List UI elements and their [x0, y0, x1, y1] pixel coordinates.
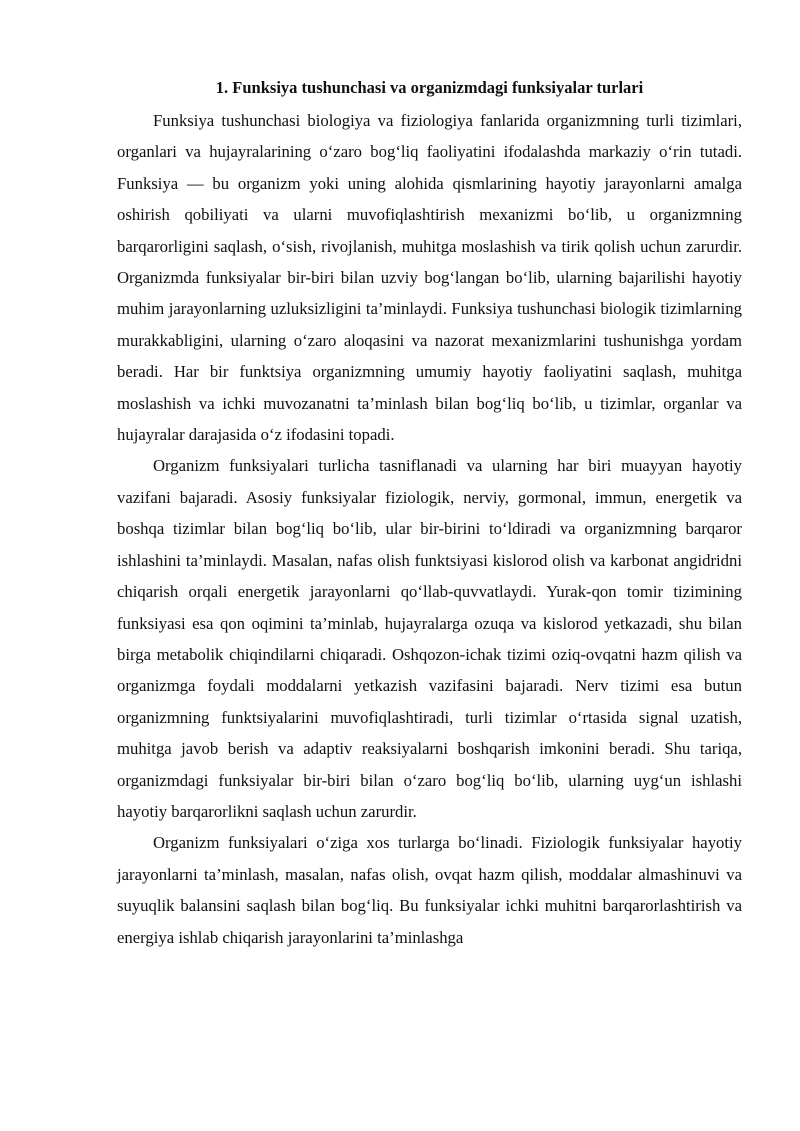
document-page [117, 74, 742, 953]
paragraph-3: Organizm funksiyalari o‘ziga xos turlarga bo‘linadi. Fiziologik funksiyalar hayotiy jarayonlarni ta’minlash, masalan, nafas olish, ovqat hazm qilish, moddalar almashinuvi va suyuqlik balansini saqlash bilan bog‘liq. Bu funksiyalar ichki muhitni barqarorlashtirish va energiya ishlab chiqarish jarayonlarini ta’minlashga [117, 833, 742, 947]
paragraph-2: Organizm funksiyalari turlicha tasniflanadi va ularning har biri muayyan hayotiy vazifani bajaradi. Asosiy funksiyalar fiziologik, nerviy, gormonal, immun, energetik va boshqa tizimlar bilan bog‘liq bo‘lib, ular bir-birini to‘ldiradi va organizmning barqaror ishlashini ta’minlaydi. Masalan, nafas olish funktsiyasi kislorod olish va karbonat angidridni chiqarish orqali energetik jarayonlarni qo‘llab-quvvatlaydi. Yurak-qon tomir tizimining funksiyasi esa qon oqimini ta’minlab, hujayralarga ozuqa va kislorod yetkazadi, shu bilan birga metabolik chiqindilarni chiqaradi. Oshqozon-ichak tizimi oziq-ovqatni hazm qilish va organizmga foydali moddalarni yetkazish vazifasini bajaradi. Nerv tizimi esa butun organizmning funktsiyalarini muvofiqlashtiradi, turli tizimlar o‘rtasida signal uzatish, muhitga javob berish va adaptiv reaksiyalarni boshqarish imkonini beradi. Shu tariqa, organizmdagi funksiyalar bir-biri bilan o‘zaro bog‘liq bo‘lib, ularning uyg‘un ishlashi hayotiy barqarorlikni saqlash uchun zarurdir. [117, 456, 742, 821]
paragraph-1: Funksiya tushunchasi biologiya va fiziologiya fanlarida organizmning turli tizimlari, organlari va hujayralarining o‘zaro bog‘liq faoliyatini ifodalashda markaziy o‘rin tutadi. Funksiya — bu organizm yoki uning alohida qismlarining hayotiy jarayonlarni amalga oshirish qobiliyati va ularni muvofiqlashtirish mexanizmi bo‘lib, u organizmning barqarorligini saqlash, o‘sish, rivojlanish, muhitga moslashish va tirik qolish uchun zarurdir. Organizmda funksiyalar bir-biri bilan uzviy bog‘langan bo‘lib, ularning bajarilishi hayotiy muhim jarayonlarning uzluksizligini ta’minlaydi. Funksiya tushunchasi biologik tizimlarning murakkabligini, ularning o‘zaro aloqasini va nazorat mexanizmlarini tushunishga yordam beradi. Har bir funktsiya organizmning umumiy hayotiy faoliyatini saqlash, muhitga moslashish va ichki muvozanatni ta’minlash bilan bog‘liq bo‘lib, u tizimlar, organlar va hujayralar darajasida o‘z ifodasini topadi. [117, 111, 742, 445]
section-title: 1. Funksiya tushunchasi va organizmdagi funksiyalar turlari [215, 78, 644, 97]
